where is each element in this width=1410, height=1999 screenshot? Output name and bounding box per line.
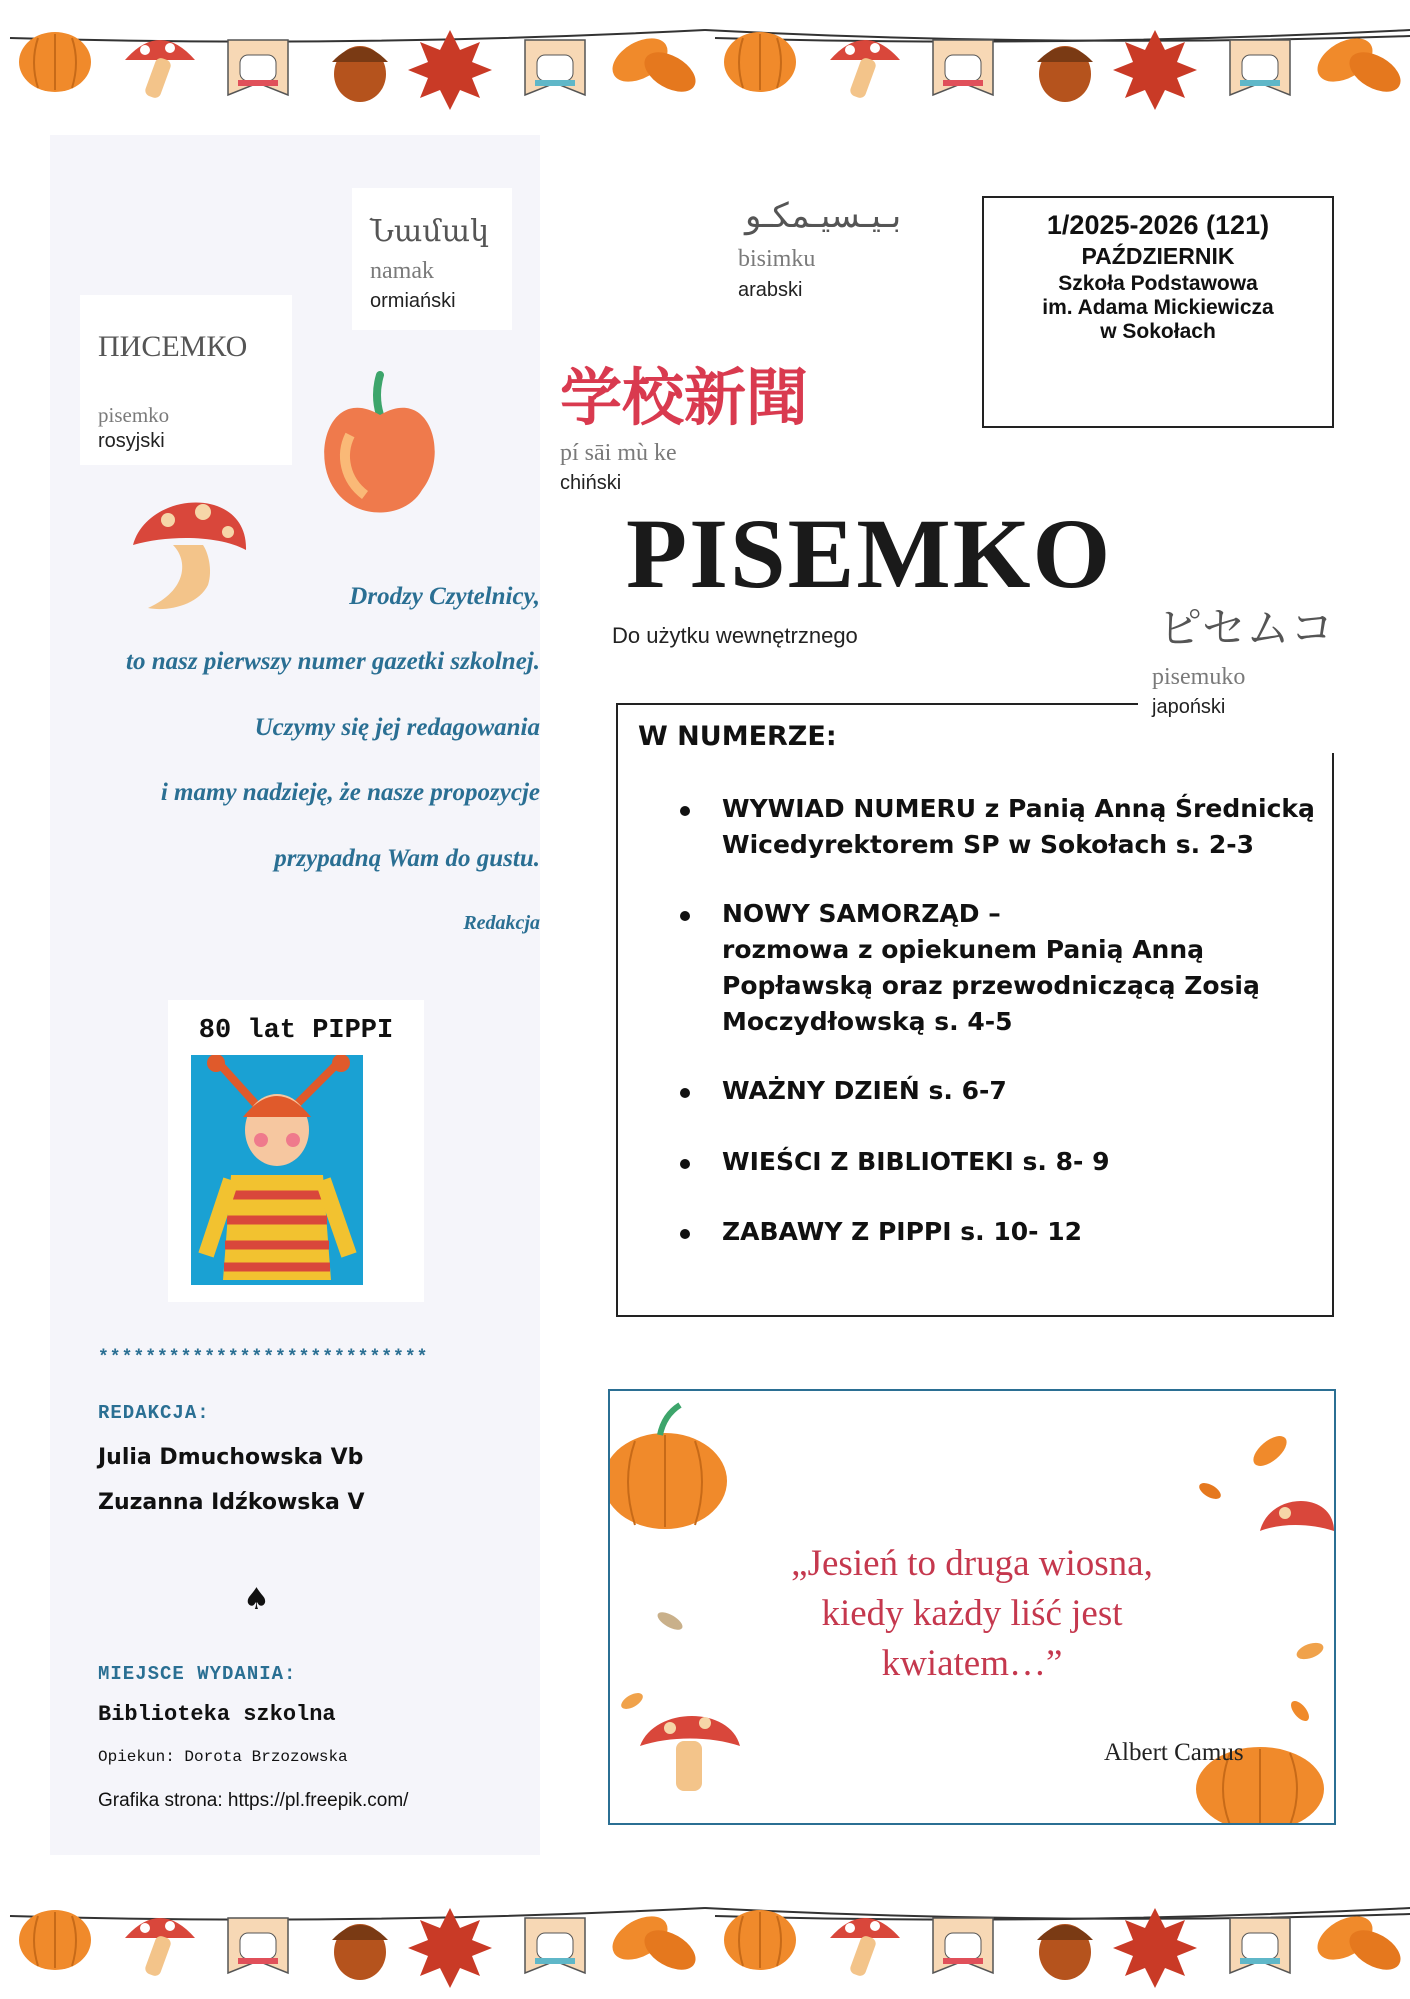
credits-stars-divider: **************************** bbox=[98, 1348, 429, 1368]
acorn-icon bbox=[332, 46, 388, 102]
toc-item-2-line-1: NOWY SAMORZĄD – bbox=[722, 899, 1001, 928]
toc-item-1[interactable] bbox=[722, 791, 1315, 863]
quote-card bbox=[608, 1389, 1336, 1825]
graphics-credit: Grafika strona: https://pl.freepik.com/ bbox=[98, 1790, 409, 1811]
armenian-word: Նամակ bbox=[370, 215, 489, 248]
toc-right-rule bbox=[1332, 753, 1334, 1315]
issue-number: 1/2025-2026 (121) bbox=[1046, 210, 1270, 240]
redakcja-label: REDAKCJA: bbox=[98, 1402, 210, 1424]
cat-flag-icon bbox=[228, 40, 288, 95]
issue-info-box bbox=[982, 196, 1334, 428]
quote-line-3: kwiatem…” bbox=[881, 1643, 1063, 1684]
bullet-icon bbox=[680, 1229, 690, 1239]
russian-word: ПИСЕМКО bbox=[98, 330, 248, 363]
supervisor: Opiekun: Dorota Brzozowska bbox=[98, 1748, 348, 1766]
page-title: PISEMKO bbox=[626, 498, 1113, 609]
quote-author: Albert Camus bbox=[1104, 1739, 1244, 1766]
leaf-icon bbox=[1248, 1430, 1291, 1471]
armenian-name: ormiański bbox=[370, 290, 456, 312]
leaf-icon bbox=[1288, 1698, 1313, 1724]
top-autumn-garland bbox=[0, 0, 1410, 120]
greeting-signature: Redakcja bbox=[463, 912, 540, 934]
toc-item-2-line-4: Moczydłowską s. 4-5 bbox=[722, 1007, 1013, 1036]
pumpkin-icon bbox=[610, 1405, 727, 1529]
toc-heading: W NUMERZE: bbox=[638, 721, 837, 752]
chinese-name: chiński bbox=[560, 472, 622, 494]
spade-icon: ♠ bbox=[243, 1582, 270, 1617]
place-value: Biblioteka szkolna bbox=[98, 1702, 336, 1727]
japanese-name: japoński bbox=[1152, 696, 1226, 718]
editor-1: Julia Dmuchowska Vb bbox=[98, 1445, 364, 1470]
oak-leaves-icon bbox=[605, 29, 702, 99]
bullet-icon bbox=[680, 1159, 690, 1169]
bullet-icon bbox=[680, 911, 690, 921]
place-label: MIEJSCE WYDANIA: bbox=[98, 1663, 297, 1685]
toc-item-1-line-1: WYWIAD NUMERU z Panią Anną Średnicką bbox=[722, 794, 1315, 823]
school-line-3: w Sokołach bbox=[1100, 320, 1216, 343]
toc-top-rule bbox=[618, 703, 1138, 705]
chinese-word: 学校新聞 bbox=[560, 361, 809, 434]
arabic-word: بـيـسيـمكـو bbox=[745, 198, 902, 235]
quote-line-2: kiedy każdy liść jest bbox=[821, 1593, 1123, 1634]
arabic-name: arabski bbox=[738, 279, 803, 301]
mushroom-icon bbox=[640, 1716, 740, 1791]
greeting-line-2: to nasz pierwszy numer gazetki szkolnej. bbox=[126, 648, 540, 675]
toc-item-3[interactable]: WAŻNY DZIEŃ s. 6-7 bbox=[722, 1076, 1007, 1105]
pippi-caption: 80 lat PIPPI bbox=[198, 1016, 394, 1046]
toc-item-2-line-3: Popławską oraz przewodniczącą Zosią bbox=[722, 971, 1260, 1000]
mushroom-icon bbox=[125, 40, 195, 100]
bullet-icon bbox=[680, 806, 690, 816]
page-subtitle: Do użytku wewnętrznego bbox=[612, 623, 858, 648]
toc-item-5[interactable]: ZABAWY Z PIPPI s. 10- 12 bbox=[722, 1217, 1082, 1246]
leaf-icon bbox=[619, 1690, 646, 1712]
mushroom-illustration bbox=[128, 490, 268, 620]
issue-month: PAŹDZIERNIK bbox=[1081, 243, 1235, 269]
russian-name: rosyjski bbox=[98, 430, 165, 452]
pumpkin-icon bbox=[19, 32, 91, 92]
maple-leaf-icon bbox=[408, 30, 492, 110]
japanese-roman: pisemuko bbox=[1152, 664, 1246, 690]
quote-text bbox=[610, 1539, 1334, 1689]
armenian-card bbox=[352, 188, 512, 330]
greeting-line-4: i mamy nadzieję, że nasze propozycje bbox=[160, 779, 540, 806]
editor-2: Zuzanna Idźkowska V bbox=[98, 1490, 365, 1515]
chinese-roman: pí sāi mù ke bbox=[560, 440, 677, 466]
apple-illustration bbox=[310, 365, 450, 525]
arabic-roman: bisimku bbox=[738, 246, 816, 272]
greeting-line-3: Uczymy się jej redagowania bbox=[254, 714, 540, 741]
toc-item-2[interactable] bbox=[722, 896, 1260, 1040]
mushroom-icon bbox=[1260, 1501, 1334, 1531]
russian-roman: pisemko bbox=[98, 403, 170, 427]
bottom-autumn-garland bbox=[0, 1878, 1410, 1998]
greeting-line-5: przypadną Wam do gustu. bbox=[274, 845, 540, 872]
toc-item-1-line-2: Wicedyrektorem SP w Sokołach s. 2-3 bbox=[722, 830, 1255, 859]
russian-card bbox=[80, 295, 292, 465]
armenian-roman: namak bbox=[370, 258, 434, 284]
school-line-2: im. Adama Mickiewicza bbox=[1042, 296, 1274, 319]
school-line-1: Szkoła Podstawowa bbox=[1058, 272, 1258, 295]
bullet-icon bbox=[680, 1088, 690, 1098]
bunny-flag-icon bbox=[525, 40, 585, 95]
toc-item-4[interactable]: WIEŚCI Z BIBLIOTEKI s. 8- 9 bbox=[722, 1147, 1110, 1176]
pippi-drawing bbox=[191, 1055, 363, 1285]
table-of-contents bbox=[616, 703, 1334, 1317]
greeting-line-1: Drodzy Czytelnicy, bbox=[349, 583, 540, 610]
japanese-word: ピセムコ bbox=[1158, 603, 1334, 654]
pippi-card bbox=[168, 1000, 424, 1302]
quote-line-1: „Jesień to druga wiosna, bbox=[791, 1543, 1153, 1584]
leaf-icon bbox=[1197, 1480, 1224, 1502]
toc-item-2-line-2: rozmowa z opiekunem Panią Anną bbox=[722, 935, 1205, 964]
